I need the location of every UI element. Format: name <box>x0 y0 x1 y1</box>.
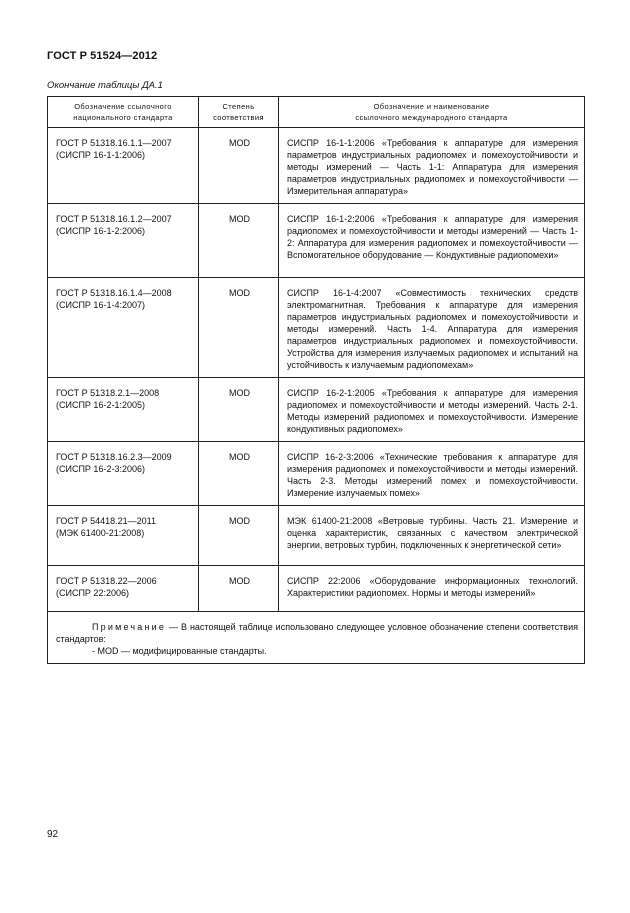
note-text: — В настоящей таблице использовано следующее условное обозначение степени соответствия стандартов: <box>56 622 578 644</box>
national-standard-cell: ГОСТ Р 51318.2.1—2008 (СИСПР 16-2-1:2005) <box>48 378 199 442</box>
table-row <box>48 566 585 612</box>
international-standard-cell: МЭК 61400-21:2008 «Ветровые турбины. Часть 21. Измерение и оценка характеристик, связанных с качеством электрической энергии, ветровых турбин, подключенных к энергетической сети» <box>279 506 585 566</box>
compliance-degree-cell: MOD <box>199 566 279 612</box>
reference-standards-table <box>47 96 585 664</box>
document-code: ГОСТ Р 51524—2012 <box>47 50 158 62</box>
table-row <box>48 442 585 506</box>
national-standard-cell: ГОСТ Р 54418.21—2011 (МЭК 61400-21:2008) <box>48 506 199 566</box>
international-standard-cell: СИСПР 16-1-2:2006 «Требования к аппаратуре для измерения радиопомех и помехоустойчивости и методы измерений — Часть 1-2: Аппаратура для измерения радиопомех и помехоустойчивости — Вспомогательное оборудование — Кондуктивные радиопомехи» <box>279 204 585 278</box>
national-standard-cell: ГОСТ Р 51318.16.1.4—2008 (СИСПР 16-1-4:2007) <box>48 278 199 378</box>
compliance-degree-cell: MOD <box>199 204 279 278</box>
table-note <box>48 612 585 664</box>
note-item: - MOD — модифицированные стандарты. <box>92 646 267 656</box>
table-row <box>48 506 585 566</box>
table-header-row <box>48 97 585 128</box>
compliance-degree-cell: MOD <box>199 128 279 204</box>
table-row <box>48 204 585 278</box>
table-row <box>48 128 585 204</box>
compliance-degree-cell: MOD <box>199 278 279 378</box>
compliance-degree-cell: MOD <box>199 378 279 442</box>
national-standard-cell: ГОСТ Р 51318.16.1.1—2007 (СИСПР 16-1-1:2006) <box>48 128 199 204</box>
national-standard-cell: ГОСТ Р 51318.22—2006 (СИСПР 22:2006) <box>48 566 199 612</box>
compliance-degree-cell: MOD <box>199 506 279 566</box>
table-row <box>48 378 585 442</box>
international-standard-cell: СИСПР 22:2006 «Оборудование информационных технологий. Характеристики радиопомех. Нормы и методы измерений» <box>279 566 585 612</box>
international-standard-cell: СИСПР 16-1-1:2006 «Требования к аппаратуре для измерения параметров индустриальных радиопомех и помехоустойчивости и методы измерений — Часть 1-1: Аппаратура для измерения параметров индустриальных радиопомех и помехоустойчивости — Измерительная аппаратура» <box>279 128 585 204</box>
header-international-standard: Обозначение и наименование ссылочного международного стандарта <box>279 97 585 128</box>
table-note-row <box>48 612 585 664</box>
note-label: Примечание <box>92 622 167 632</box>
international-standard-cell: СИСПР 16-1-4:2007 «Совместимость технических средств электромагнитная. Требования к аппаратуре для измерения параметров индустриальных радиопомех и помехоустойчивости и методы измерений. Часть 1-4. Аппаратура для измерения параметров индустриальных радиопомех и помехоустойчивости. Устройства для измерения излучаемых радиопомех и испытаний на устойчивость к излучаемым радиопомехам» <box>279 278 585 378</box>
national-standard-cell: ГОСТ Р 51318.16.2.3—2009 (СИСПР 16-2-3:2006) <box>48 442 199 506</box>
page-number: 92 <box>47 829 59 840</box>
table-caption: Окончание таблицы ДА.1 <box>47 80 163 91</box>
international-standard-cell: СИСПР 16-2-1:2005 «Требования к аппаратуре для измерения радиопомех и помехоустойчивости и методы измерений. Часть 2-1. Методы измерений радиопомех и помехоустойчивости. Измерение кондуктивных радиопомех» <box>279 378 585 442</box>
international-standard-cell: СИСПР 16-2-3:2006 «Технические требования к аппаратуре для измерения радиопомех и помехоустойчивости и методы измерений. Часть 2-3. Методы измерений помех и помехоустойчивости. Измерение излучаемых помех» <box>279 442 585 506</box>
table-row <box>48 278 585 378</box>
national-standard-cell: ГОСТ Р 51318.16.1.2—2007 (СИСПР 16-1-2:2006) <box>48 204 199 278</box>
compliance-degree-cell: MOD <box>199 442 279 506</box>
header-compliance-degree: Степень соответствия <box>199 97 279 128</box>
header-national-standard: Обозначение ссылочного национального стандарта <box>48 97 199 128</box>
